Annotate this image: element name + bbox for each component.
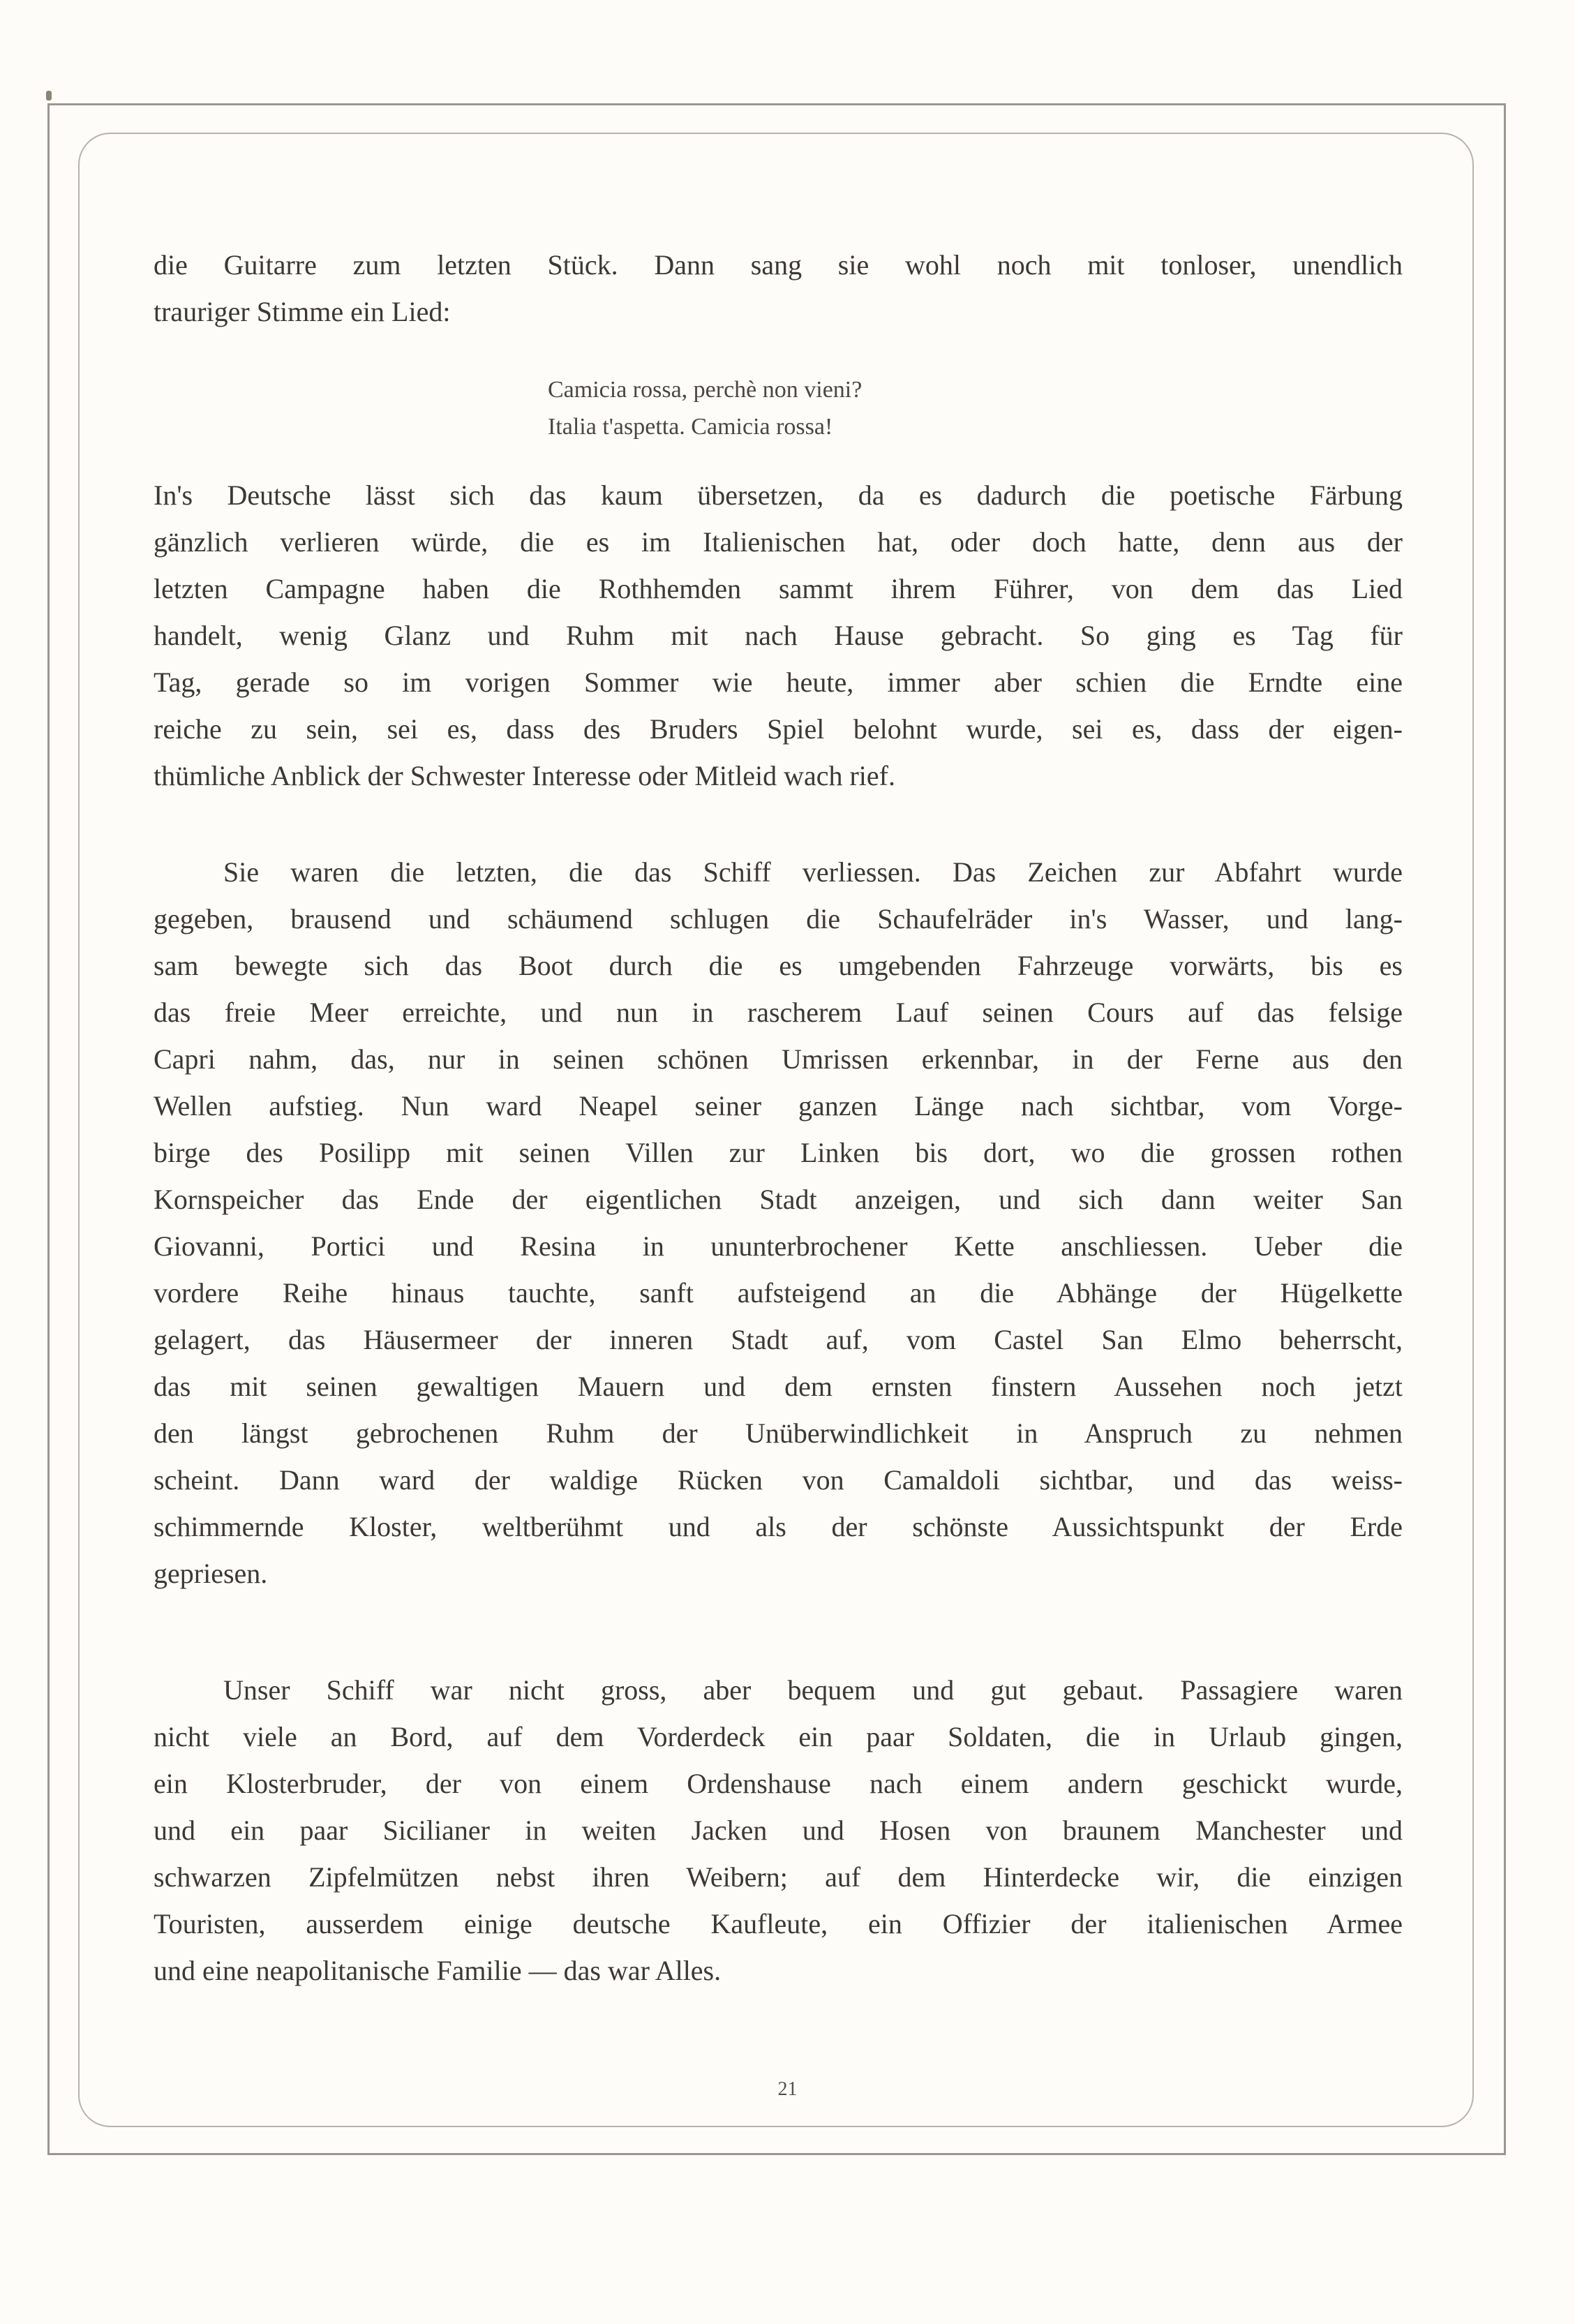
text-line: gepriesen. <box>154 1558 268 1589</box>
text-line: Wellen aufstieg. Nun ward Neapel seiner ganzen Länge nach sichtbar, vom Vorge- <box>154 1090 1403 1122</box>
frame-corner-mark <box>46 91 52 100</box>
paragraph-3 <box>154 1667 1403 1994</box>
paragraph-2 <box>154 849 1403 1597</box>
text-line: vordere Reihe hinaus tauchte, sanft aufsteigend an die Abhänge der Hügelkette <box>154 1277 1403 1309</box>
text-line: reiche zu sein, sei es, dass des Bruders Spiel belohnt wurde, sei es, dass der eigen- <box>154 713 1403 745</box>
text-line: und ein paar Sicilianer in weiten Jacken und Hosen von braunem Manchester und <box>154 1815 1403 1846</box>
text-line: das mit seinen gewaltigen Mauern und dem ernsten finstern Aussehen noch jetzt <box>154 1371 1403 1402</box>
text-line: letzten Campagne haben die Rothhemden sammt ihrem Führer, von dem das Lied <box>154 573 1403 604</box>
text-line: thümliche Anblick der Schwester Interesse oder Mitleid wach rief. <box>154 760 895 791</box>
verse-line: Italia t'aspetta. Camicia rossa! <box>548 414 833 440</box>
text-line: In's Deutsche lässt sich das kaum übersetzen, da es dadurch die poetische Färbung <box>154 479 1403 511</box>
text-line: Capri nahm, das, nur in seinen schönen Umrissen erkennbar, in der Ferne aus den <box>154 1043 1403 1075</box>
page-number: 21 <box>777 2078 798 2100</box>
text-line: den längst gebrochenen Ruhm der Unüberwindlichkeit in Anspruch zu nehmen <box>154 1417 1403 1449</box>
text-line: das freie Meer erreichte, und nun in rascherem Lauf seinen Cours auf das felsige <box>154 997 1403 1028</box>
text-line: Giovanni, Portici und Resina in ununterbrochener Kette anschliessen. Ueber die <box>154 1230 1403 1262</box>
verse-stanza <box>548 371 862 445</box>
text-line: schimmernde Kloster, weltberühmt und als der schönste Aussichtspunkt der Erde <box>154 1511 1403 1542</box>
text-line: ein Klosterbruder, der von einem Ordenshause nach einem andern geschickt wurde, <box>154 1768 1403 1799</box>
paragraph-intro <box>154 241 1403 335</box>
text-line: birge des Posilipp mit seinen Villen zur Linken bis dort, wo die grossen rothen <box>154 1137 1403 1168</box>
text-line: die Guitarre zum letzten Stück. Dann sang sie wohl noch mit tonloser, unendlich <box>154 249 1403 281</box>
text-line: trauriger Stimme ein Lied: <box>154 296 451 327</box>
text-line: scheint. Dann ward der waldige Rücken von Camaldoli sichtbar, und das weiss- <box>154 1464 1403 1496</box>
text-line: Sie waren die letzten, die das Schiff verliessen. Das Zeichen zur Abfahrt wurde <box>223 856 1403 888</box>
text-line: handelt, wenig Glanz und Ruhm mit nach Hause gebracht. So ging es Tag für <box>154 620 1403 651</box>
text-line: Kornspeicher das Ende der eigentlichen Stadt anzeigen, und sich dann weiter San <box>154 1184 1403 1215</box>
text-line: sam bewegte sich das Boot durch die es umgebenden Fahrzeuge vorwärts, bis es <box>154 950 1403 981</box>
verse-line: Camicia rossa, perchè non vieni? <box>548 377 863 403</box>
text-line: gelagert, das Häusermeer der inneren Stadt auf, vom Castel San Elmo beherrscht, <box>154 1324 1403 1355</box>
text-line: nicht viele an Bord, auf dem Vorderdeck ein paar Soldaten, die in Urlaub gingen, <box>154 1721 1403 1752</box>
text-line: schwarzen Zipfelmützen nebst ihren Weibern; auf dem Hinterdecke wir, die einzigen <box>154 1861 1403 1893</box>
text-line: Touristen, ausserdem einige deutsche Kaufleute, ein Offizier der italienischen Armee <box>154 1908 1403 1939</box>
paragraph-1 <box>154 472 1403 799</box>
text-line: und eine neapolitanische Familie — das war Alles. <box>154 1955 722 1986</box>
text-line: Tag, gerade so im vorigen Sommer wie heute, immer aber schien die Erndte eine <box>154 666 1403 698</box>
text-line: gänzlich verlieren würde, die es im Italienischen hat, oder doch hatte, denn aus der <box>154 526 1403 558</box>
text-line: gegeben, brausend und schäumend schlugen die Schaufelräder in's Wasser, und lang- <box>154 903 1403 934</box>
text-line: Unser Schiff war nicht gross, aber bequem und gut gebaut. Passagiere waren <box>223 1674 1403 1706</box>
